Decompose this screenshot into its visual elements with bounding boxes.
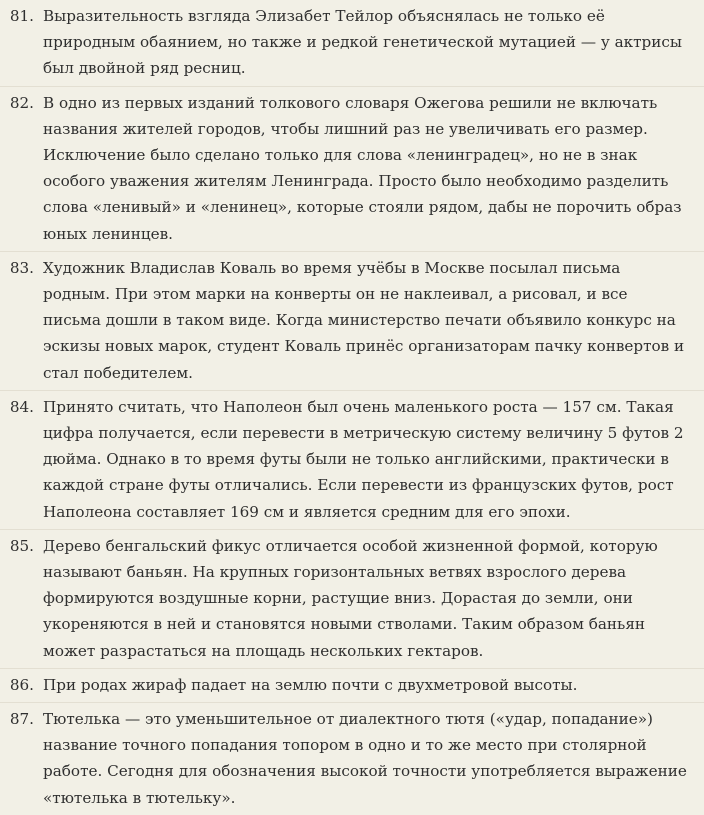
fact-item-83 (0, 252, 704, 391)
fact-item-87 (0, 703, 704, 815)
fact-item-85 (0, 530, 704, 669)
fact-number: 82. (9, 93, 34, 112)
fact-item-84 (0, 391, 704, 530)
fact-text: Художник Владислав Коваль во время учёбы в Москве посылал письма родным. При этом марки на конверты он не наклеивал, а рисовал, и все письма дошли в таком виде. Когда министерство печати объявило конкурс на эскизы новых марок, студент Коваль принёс организаторам пачку конвертов и стал победителем. (43, 258, 685, 382)
fact-text: Тютелька — это уменьшительное от диалектного тютя («удар, попадание») название точного попадания топором в одно и то же место при столярной работе. Сегодня для обозначения высокой точности употребляется выражение «тютелька в тютельку». (43, 710, 687, 807)
fact-item-81 (0, 0, 704, 87)
fact-text: При родах жираф падает на землю почти с двухметровой высоты. (43, 675, 578, 694)
fact-number: 83. (9, 258, 34, 277)
fact-text: Выразительность взгляда Элизабет Тейлор объяснялась не только её природным обаянием, но также и редкой генетической мутацией — у актрисы был двойной ряд ресниц. (43, 7, 682, 78)
fact-item-86 (0, 669, 704, 703)
fact-number: 81. (9, 7, 34, 25)
fact-number: 84. (9, 397, 34, 416)
fact-text: Дерево бенгальский фикус отличается особой жизненной формой, которую называют баньян. На крупных горизонтальных ветвях взрослого дерева формируются воздушные корни, растущие вниз. Дорастая до земли, они укореняются в ней и становятся новыми стволами. Таким образом баньян может разрастаться на площадь нескольких гектаров. (43, 536, 658, 660)
fact-text: В одно из первых изданий толкового словаря Ожегова решили не включать названия жителей городов, чтобы лишний раз не увеличивать его размер. Исключение было сделано только для слова «ленинградец», но не в знак особого уважения жителям Ленинграда. Просто было необходимо разделить слова «ленивый» и «ленинец», которые стояли рядом, дабы не порочить образ юных ленинцев. (43, 93, 682, 243)
fact-number: 86. (9, 675, 34, 694)
fact-number: 85. (9, 536, 34, 555)
fact-number: 87. (9, 710, 34, 729)
fact-text: Принято считать, что Наполеон был очень маленького роста — 157 см. Такая цифра получается, если перевести в метрическую систему величину 5 футов 2 дюйма. Однако в то время футы были не только английскими, практически в каждой стране футы отличались. Если перевести из французских футов, рост Наполеона составляет 169 см и является средним для его эпохи. (43, 397, 684, 521)
fact-item-82 (0, 87, 704, 252)
